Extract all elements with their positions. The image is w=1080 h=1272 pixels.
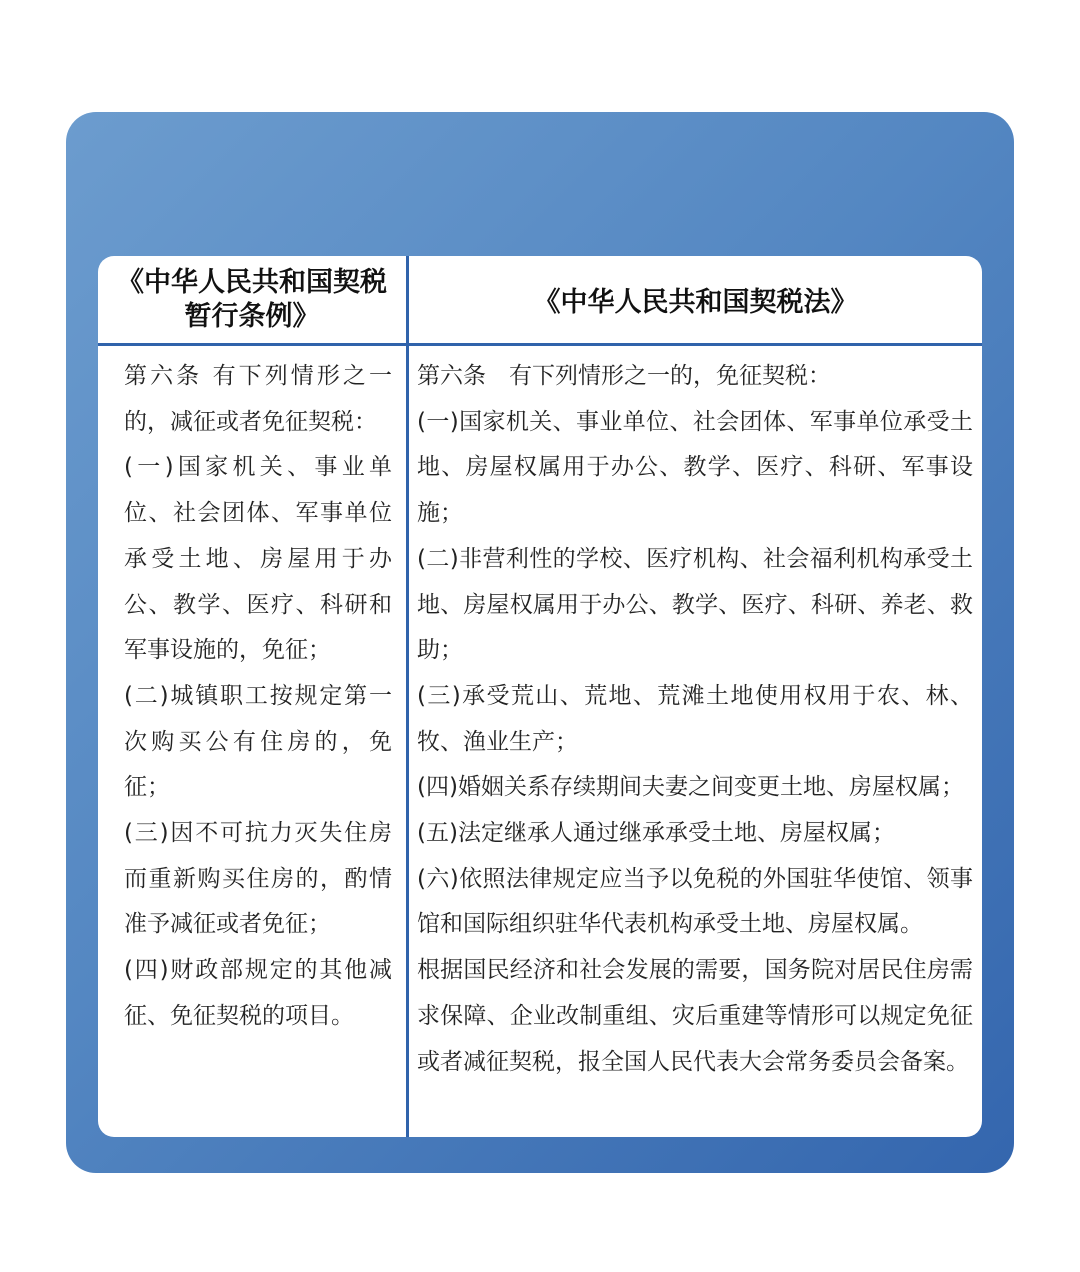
right-paragraph: (四)婚姻关系存续期间夫妻之间变更土地、房屋权属； <box>417 774 964 801</box>
left-paragraph: (二)城镇职工按规定第一次购买公有住房的，免征； <box>124 682 392 801</box>
right-paragraph: (五)法定继承人通过继承承受土地、房屋权属； <box>417 820 895 847</box>
right-paragraph: 第六条 有下列情形之一的，免征契税： <box>417 363 831 389</box>
right-column-header <box>409 256 982 343</box>
left-paragraph: (三)因不可抗力灭失住房而重新购买住房的，酌情准予减征或者免征； <box>124 820 392 938</box>
comparison-table <box>98 256 982 1137</box>
right-column-body <box>417 354 973 1085</box>
column-divider <box>406 256 409 1137</box>
right-paragraph: (六)依照法律规定应当予以免税的外国驻华使馆、领事馆和国际组织驻华代表机构承受土地、房屋权属。 <box>417 865 973 938</box>
left-paragraph: (一)国家机关、事业单位、社会团体、军事单位承受土地、房屋用于办公、教学、医疗、科研和军事设施的，免征； <box>124 454 392 664</box>
right-paragraph: (一)国家机关、事业单位、社会团体、军事单位承受土地、房屋权属用于办公、教学、医疗、科研、军事设施； <box>417 408 973 527</box>
left-column-body <box>124 354 392 1040</box>
left-paragraph: (四)财政部规定的其他减征、免征契税的项目。 <box>124 957 392 1029</box>
right-paragraph: 根据国民经济和社会发展的需要，国务院对居民住房需求保障、企业改制重组、灾后重建等情形可以规定免征或者减征契税，报全国人民代表大会常务委员会备案。 <box>417 957 973 1075</box>
right-header-title: 《中华人民共和国契税法》 <box>533 287 858 318</box>
right-paragraph: (二)非营利性的学校、医疗机构、社会福利机构承受土地、房屋权属用于办公、教学、医疗、科研、养老、救助； <box>417 545 973 664</box>
table-header-row <box>98 256 982 346</box>
left-paragraph: 第六条 有下列情形之一的，减征或者免征契税： <box>124 363 392 435</box>
left-column-header <box>98 256 406 343</box>
left-header-title: 《中华人民共和国契税暂行条例》 <box>117 266 387 332</box>
right-paragraph: (三)承受荒山、荒地、荒滩土地使用权用于农、林、牧、渔业生产； <box>417 682 973 755</box>
